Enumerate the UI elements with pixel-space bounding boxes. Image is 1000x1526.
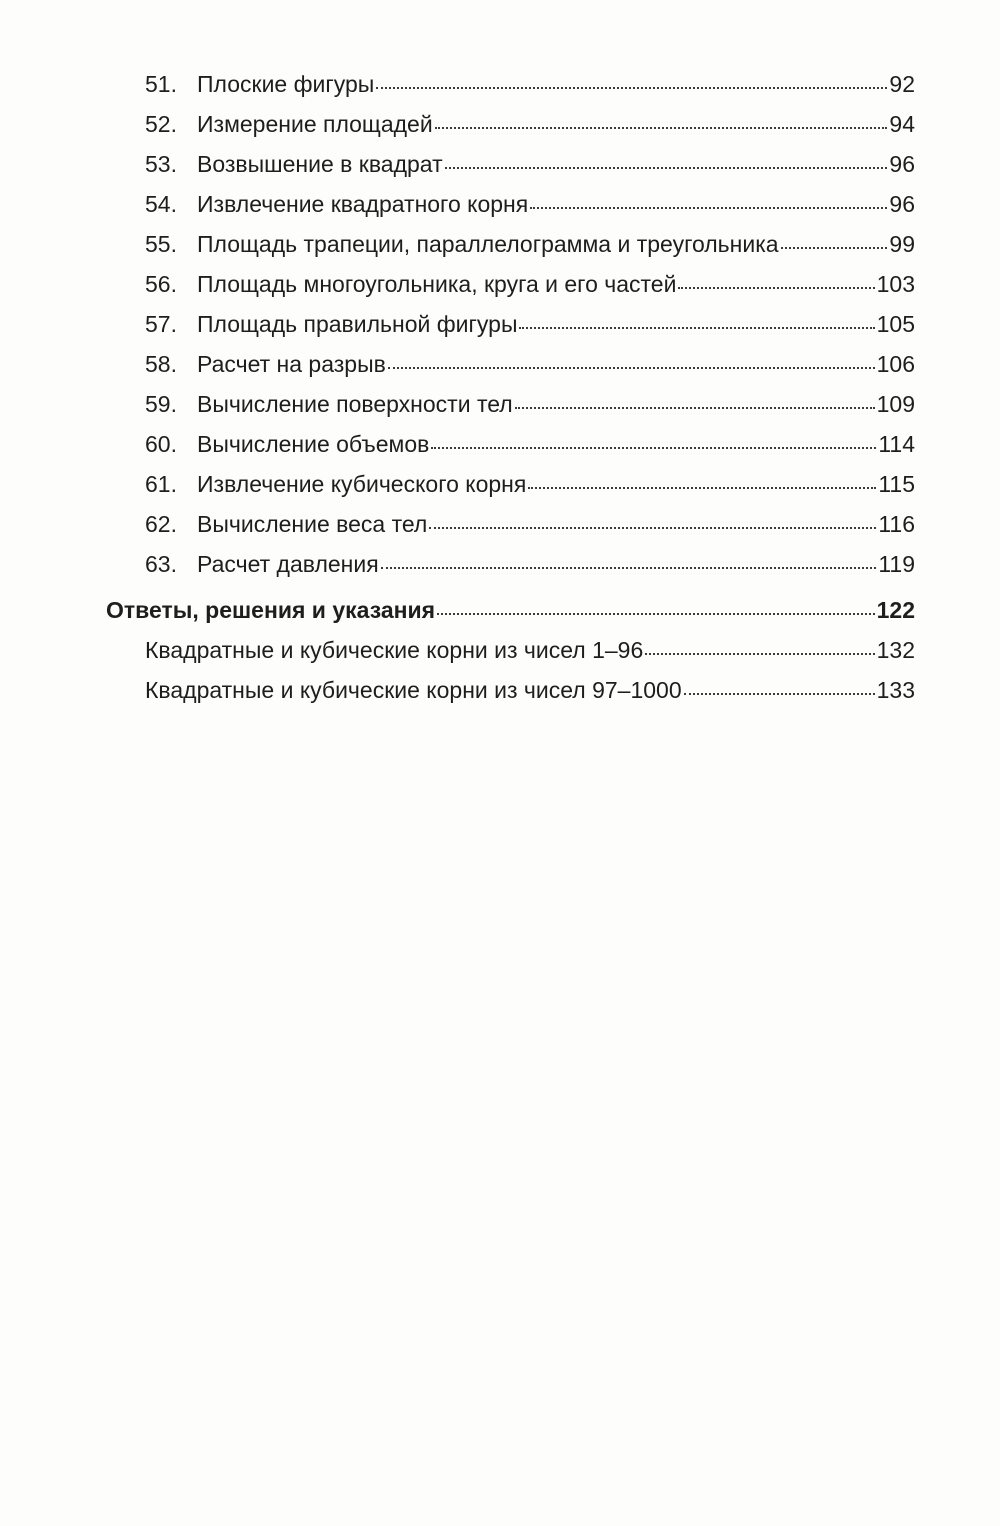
entry-page: 92 (889, 71, 915, 97)
entry-title: Расчет на разрыв (197, 351, 386, 377)
entry-page: 114 (878, 431, 915, 457)
entry-title: Вычисление объемов (197, 431, 430, 457)
entry-title: Площадь правильной фигуры (197, 311, 518, 337)
answers-page: 122 (876, 597, 915, 623)
toc-entry (145, 264, 915, 304)
toc-entry (145, 144, 915, 184)
entry-number: 53. (145, 151, 177, 177)
entry-number: 58. (145, 351, 177, 377)
toc-entry (145, 504, 915, 544)
dot-leader (515, 405, 875, 409)
toc-entry (145, 384, 915, 424)
entry-number: 62. (145, 511, 177, 537)
entry-page: 109 (876, 391, 915, 417)
entry-page: 103 (876, 271, 915, 297)
dot-leader (388, 365, 875, 369)
toc-entry (145, 304, 915, 344)
toc-entry (145, 64, 915, 104)
toc-entry (145, 544, 915, 584)
subentry-title: Квадратные и кубические корни из чисел 1–96 (145, 637, 644, 663)
entry-number: 59. (145, 391, 177, 417)
entry-title: Измерение площадей (197, 111, 433, 137)
entry-page: 106 (876, 351, 915, 377)
entry-title: Плоские фигуры (197, 71, 375, 97)
dot-leader (381, 565, 877, 569)
entry-page: 96 (889, 151, 915, 177)
entry-number: 51. (145, 71, 177, 97)
toc-entry (145, 184, 915, 224)
subentry-page: 132 (876, 637, 915, 663)
dot-leader (435, 125, 888, 129)
entry-page: 115 (878, 471, 915, 497)
entry-number: 63. (145, 551, 177, 577)
dot-leader (645, 651, 874, 655)
dot-leader (376, 85, 887, 89)
dot-leader (429, 525, 876, 529)
entry-number: 55. (145, 231, 177, 257)
dot-leader (445, 165, 888, 169)
entry-title: Вычисление поверхности тел (197, 391, 513, 417)
dot-leader (530, 205, 887, 209)
entry-title: Возвышение в квадрат (197, 151, 443, 177)
toc-entry (145, 344, 915, 384)
toc-entry (145, 424, 915, 464)
dot-leader (431, 445, 876, 449)
entry-title: Извлечение квадратного корня (197, 191, 529, 217)
toc-subentry (145, 670, 915, 710)
toc-entry (145, 224, 915, 264)
dot-leader (781, 245, 888, 249)
entry-number: 57. (145, 311, 177, 337)
entry-page: 94 (889, 111, 915, 137)
toc-entry (145, 464, 915, 504)
entry-title: Площадь многоугольника, круга и его частей (197, 271, 677, 297)
dot-leader (678, 285, 874, 289)
entry-title: Вычисление веса тел (197, 511, 428, 537)
entry-number: 52. (145, 111, 177, 137)
dot-leader (519, 325, 874, 329)
entry-number: 60. (145, 431, 177, 457)
entry-number: 56. (145, 271, 177, 297)
subentry-page: 133 (876, 677, 915, 703)
entry-title: Извлечение кубического корня (197, 471, 527, 497)
entry-page: 99 (889, 231, 915, 257)
toc-entry (145, 104, 915, 144)
dot-leader (437, 611, 875, 615)
entry-title: Площадь трапеции, параллелограмма и треугольника (197, 231, 779, 257)
entry-page: 105 (876, 311, 915, 337)
dot-leader (684, 691, 875, 695)
toc-answers-entry (106, 590, 915, 630)
toc-subentry (145, 630, 915, 670)
subentry-title: Квадратные и кубические корни из чисел 97–1000 (145, 677, 682, 703)
entry-number: 54. (145, 191, 177, 217)
entry-page: 116 (878, 511, 915, 537)
entry-page: 96 (889, 191, 915, 217)
entry-number: 61. (145, 471, 177, 497)
entry-page: 119 (878, 551, 915, 577)
entry-title: Расчет давления (197, 551, 379, 577)
dot-leader (528, 485, 876, 489)
answers-title: Ответы, решения и указания (106, 597, 436, 623)
